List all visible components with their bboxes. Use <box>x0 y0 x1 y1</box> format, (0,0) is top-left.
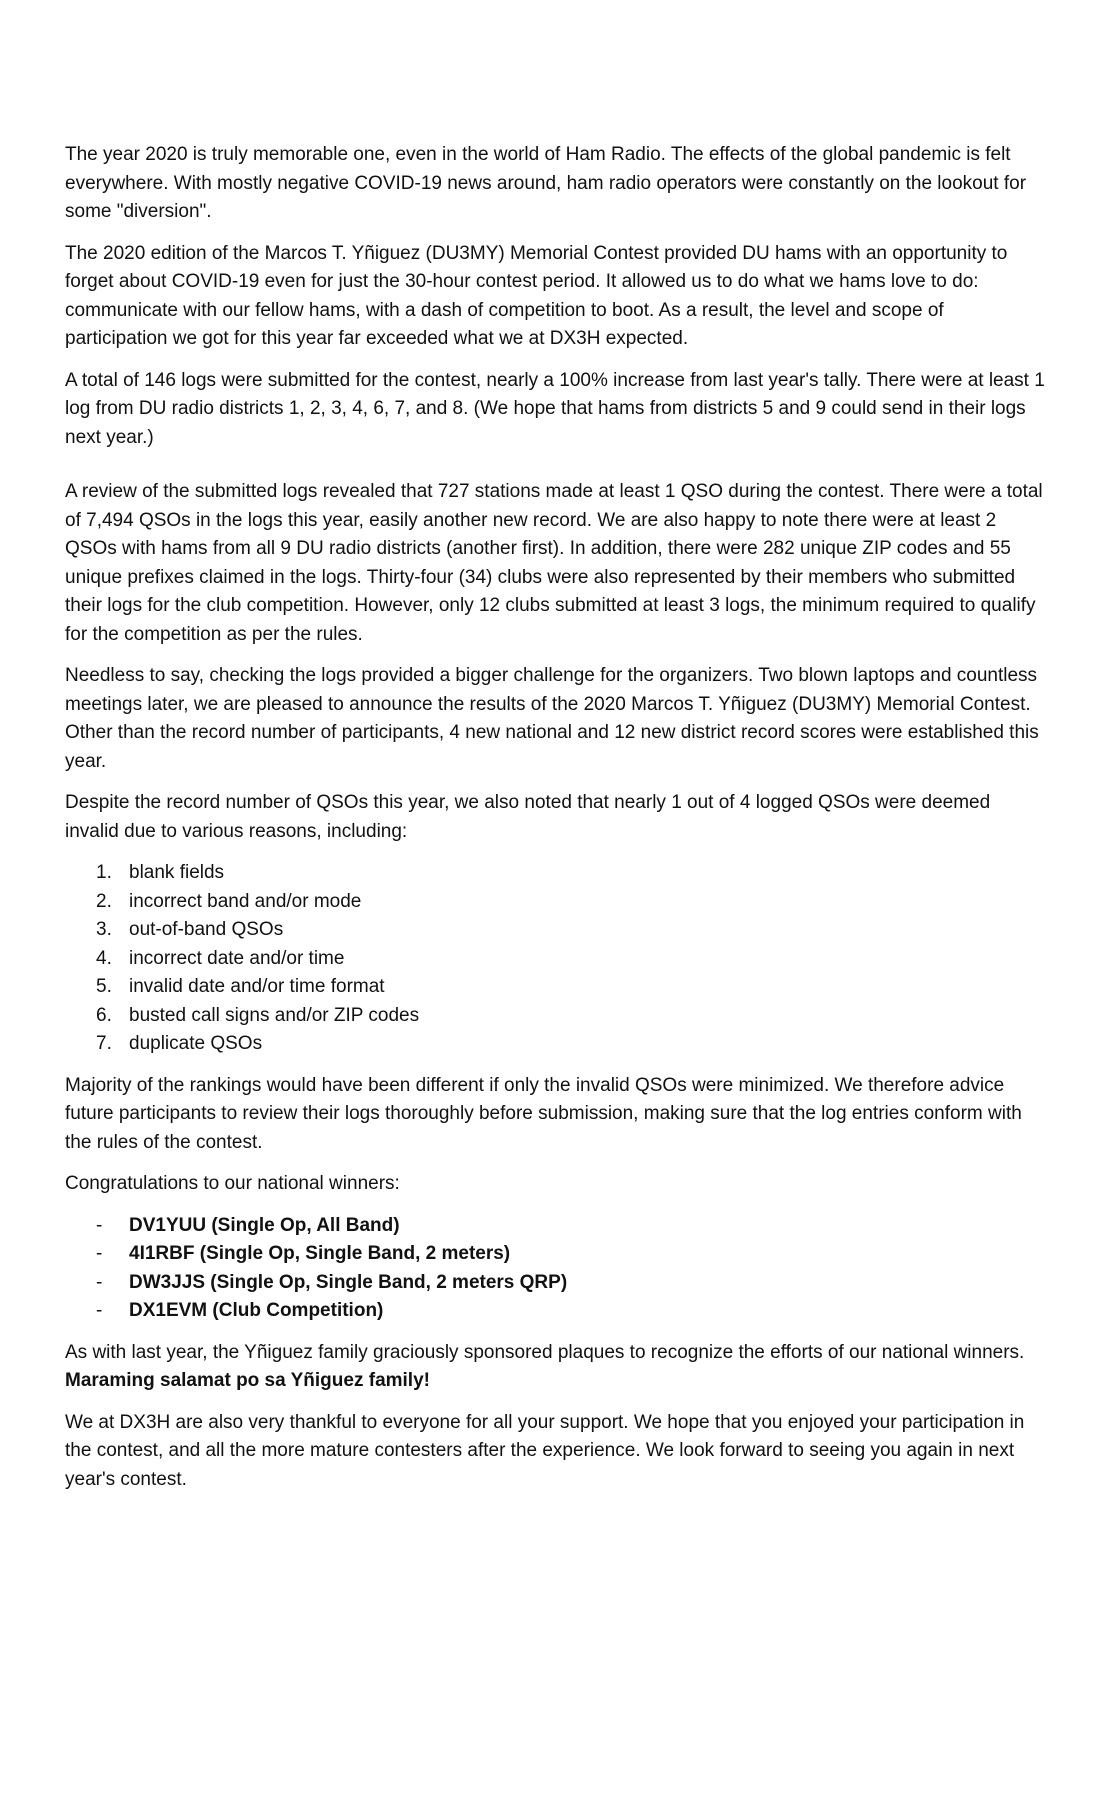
list-number: 2. <box>96 890 112 912</box>
list-item <box>96 888 1045 917</box>
list-number: 1. <box>96 862 112 883</box>
list-item-text: blank fields <box>129 862 225 883</box>
winner-text: 4I1RBF (Single Op, Single Band, 2 meters) <box>129 1243 511 1264</box>
list-item-text: incorrect date and/or time <box>129 947 345 969</box>
list-item <box>96 1297 1045 1326</box>
list-item-text: incorrect band and/or mode <box>129 890 362 912</box>
paragraph-intro: The year 2020 is truly memorable one, even in the world of Ham Radio. The effects of the global pandemic is felt everywhere. With mostly negative COVID-19 news around, ham radio operators were constantly on the lookout for some "diversion". <box>65 144 1027 222</box>
paragraph-results-announcement: Needless to say, checking the logs provided a bigger challenge for the organizers. Two blown laptops and countless meetings later, we are pleased to announce the results of the 2020 Marcos T. Yñiguez (DU3MY) Memorial Contest. Other than the record number of participants, 4 new national and 12 new district record scores were established this year. <box>65 665 1039 772</box>
winner-text: DW3JJS (Single Op, Single Band, 2 meters QRP) <box>129 1271 568 1293</box>
document-page <box>65 141 1045 1507</box>
paragraph-closing: We at DX3H are also very thankful to everyone for all your support. We hope that you enjoyed your participation in the contest, and all the more mature contesters after the experience. We look forward to seeing you again in next year's contest. <box>65 1411 1025 1490</box>
sponsor-thanks: Maraming salamat po sa Yñiguez family! <box>65 1370 430 1391</box>
list-dash: - <box>96 1300 103 1321</box>
list-item <box>96 1030 1045 1059</box>
list-item <box>96 1240 1045 1269</box>
list-item <box>96 1002 1045 1031</box>
list-item-text: invalid date and/or time format <box>129 976 385 997</box>
paragraph-congratulations: Congratulations to our national winners: <box>65 1173 400 1194</box>
list-item <box>96 859 1045 888</box>
national-winners-list <box>65 1212 1045 1326</box>
sponsor-text: As with last year, the Yñiguez family graciously sponsored plaques to recognize the efforts of our national winners. <box>65 1341 1025 1363</box>
list-dash: - <box>96 1214 103 1236</box>
list-item-text: duplicate QSOs <box>129 1033 263 1054</box>
list-item <box>96 945 1045 974</box>
list-number: 6. <box>96 1004 112 1026</box>
list-item <box>96 973 1045 1002</box>
list-number: 4. <box>96 947 112 969</box>
paragraph-advice: Majority of the rankings would have been different if only the invalid QSOs were minimized. We therefore advice future participants to review their logs thoroughly before submission, making sure that the log entries conform with the rules of the contest. <box>65 1074 1022 1153</box>
list-dash: - <box>96 1243 103 1264</box>
winner-text: DV1YUU (Single Op, All Band) <box>129 1214 400 1236</box>
list-number: 7. <box>96 1033 112 1054</box>
list-number: 5. <box>96 976 112 997</box>
list-item <box>96 916 1045 945</box>
list-item <box>96 1212 1045 1241</box>
paragraph-logs-submitted: A total of 146 logs were submitted for the contest, nearly a 100% increase from last year's tally. There were at least 1 log from DU radio districts 1, 2, 3, 4, 6, 7, and 8. (We hope that hams from districts 5 and 9 could send in their logs next year.) <box>65 369 1045 448</box>
list-item-text: busted call signs and/or ZIP codes <box>129 1004 420 1026</box>
list-item <box>96 1269 1045 1298</box>
list-dash: - <box>96 1271 103 1293</box>
winner-text: DX1EVM (Club Competition) <box>129 1300 384 1321</box>
invalid-reasons-list <box>65 859 1045 1059</box>
list-item-text: out-of-band QSOs <box>129 919 284 940</box>
paragraph-contest-edition: The 2020 edition of the Marcos T. Yñiguez (DU3MY) Memorial Contest provided DU hams with an opportunity to forget about COVID-19 even for just the 30-hour contest period. It allowed us to do what we hams love to do: communicate with our fellow hams, with a dash of competition to boot. As a result, the level and scope of participation we got for this year far exceeded what we at DX3H expected. <box>65 242 1008 349</box>
paragraph-invalid-qsos: Despite the record number of QSOs this year, we also noted that nearly 1 out of 4 logged QSOs were deemed invalid due to various reasons, including: <box>65 792 991 842</box>
paragraph-sponsor <box>65 1339 1045 1396</box>
paragraph-log-review: A review of the submitted logs revealed that 727 stations made at least 1 QSO during the contest. There were a total of 7,494 QSOs in the logs this year, easily another new record. We are also happy to note there were at least 2 QSOs with hams from all 9 DU radio districts (another first). In addition, there were 282 unique ZIP codes and 55 unique prefixes claimed in the logs. Thirty-four (34) clubs were also represented by their members who submitted their logs for the club competition. However, only 12 clubs submitted at least 3 logs, the minimum required to qualify for the competition as per the rules. <box>65 481 1043 645</box>
list-number: 3. <box>96 919 112 940</box>
